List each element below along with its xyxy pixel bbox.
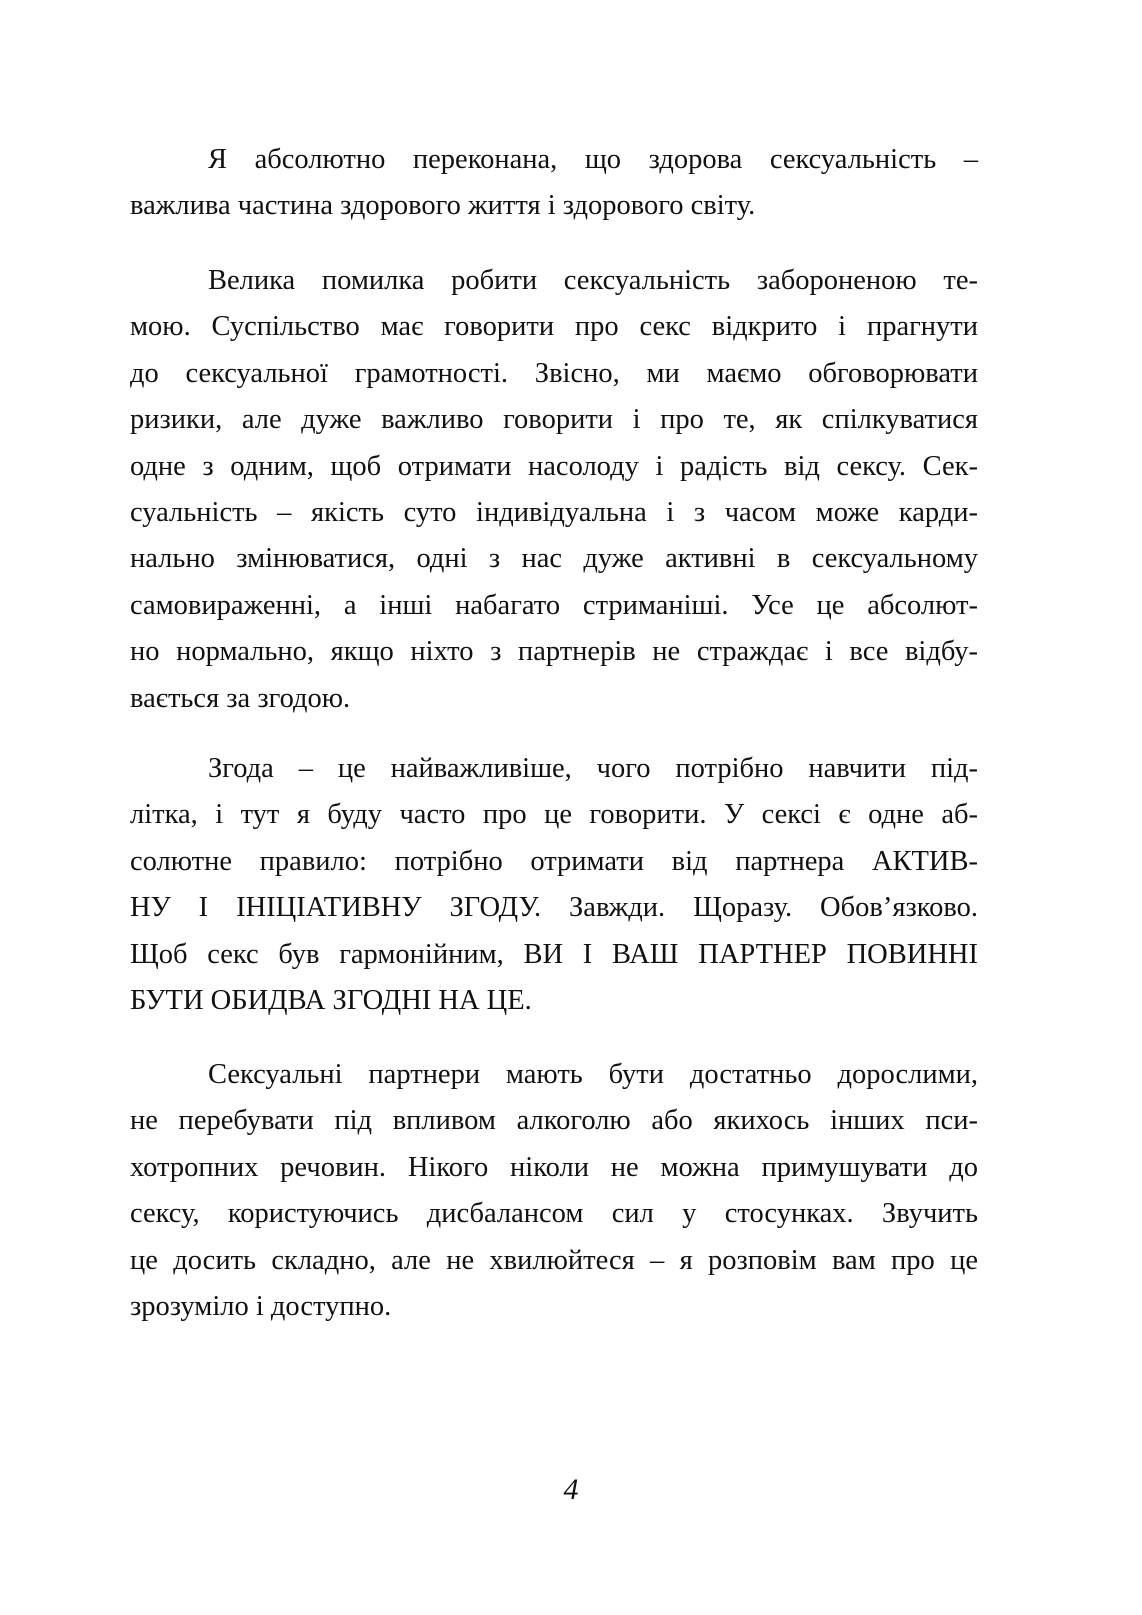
text-line: до сексуальної грамотності. Звісно, ми маємо обговорювати (130, 357, 978, 389)
paragraph-2 (130, 258, 978, 722)
text-line: НУ І ІНІЦІАТИВНУ ЗГОДУ. Завжди. Щоразу. Обов’язково. (130, 892, 978, 924)
text-line: солютне правило: потрібно отримати від партнера АКТИВ- (130, 845, 978, 877)
text-line: нально змінюватися, одні з нас дуже активні в сексуальному (130, 543, 978, 575)
text-line: хотропних речовин. Нікого ніколи не можна примушувати до (130, 1151, 978, 1183)
text-line: Сексуальні партнери мають бути достатньо дорослими, (208, 1059, 978, 1090)
text-line: суальність – якість суто індивідуальна і з часом може карди- (130, 496, 978, 528)
text-line: не перебувати під впливом алкоголю або якихось інших пси- (130, 1105, 978, 1137)
text-line: Щоб секс був гармонійним, ВИ І ВАШ ПАРТНЕР ПОВИННІ (130, 938, 978, 970)
paragraph-1 (130, 137, 978, 230)
text-line: самовираженні, а інші набагато стриманіші. Усе це абсолют- (130, 589, 978, 621)
text-line: БУТИ ОБИДВА ЗГОДНІ НА ЦЕ. (130, 984, 532, 1016)
text-line: ризики, але дуже важливо говорити і про те, як спілкуватися (130, 404, 978, 436)
text-line: вається за згодою. (130, 682, 351, 714)
text-line: це досить складно, але не хвилюйтеся – я розповім вам про це (130, 1244, 978, 1276)
text-line: сексу, користуючись дисбалансом сил у стосунках. Звучить (130, 1198, 978, 1230)
text-line: зрозуміло і доступно. (130, 1290, 392, 1322)
text-line: Згода – це найважливіше, чого потрібно навчити під- (208, 753, 978, 784)
text-line: одне з одним, щоб отримати насолоду і радість від сексу. Сек- (130, 450, 978, 482)
text-line: но нормально, якщо ніхто з партнерів не страждає і все відбу- (130, 636, 978, 668)
paragraph-4 (130, 1052, 978, 1330)
text-line: мою. Суспільство має говорити про секс відкрито і прагнути (130, 311, 978, 343)
text-line: літка, і тут я буду часто про це говорити. У сексі є одне аб- (130, 799, 978, 831)
text-line: Я абсолютно переконана, що здорова сексуальність – (208, 144, 978, 175)
paragraph-3 (130, 746, 978, 1024)
text-line: Велика помилка робити сексуальність забороненою те- (208, 265, 978, 296)
page-number: 4 (563, 1473, 579, 1506)
text-line: важлива частина здорового життя і здорового світу. (130, 190, 756, 222)
